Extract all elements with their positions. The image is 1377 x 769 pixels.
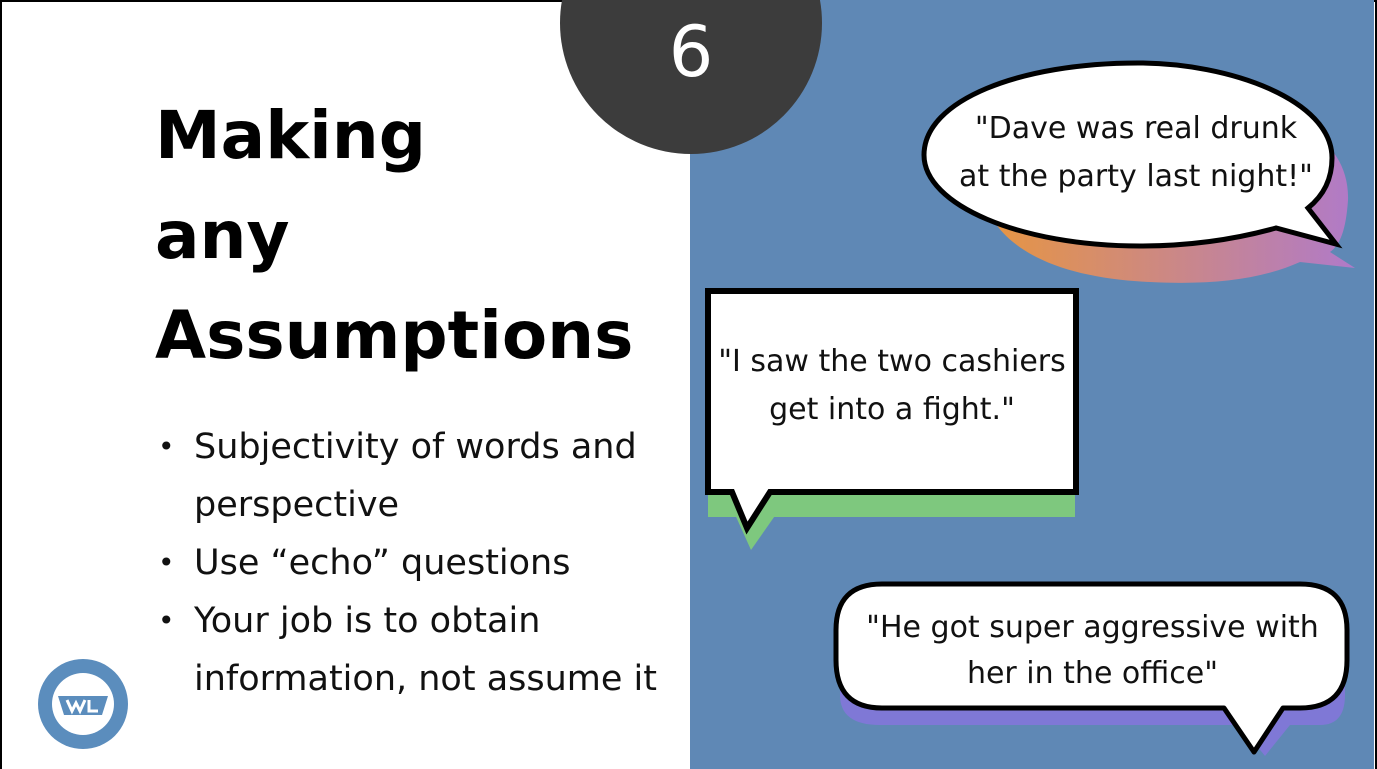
title-line-2: any: [155, 197, 290, 274]
bullet-item: • Use “echo” questions: [158, 534, 678, 592]
bubble-1-text: "Dave was real drunk at the party last night!": [959, 111, 1313, 194]
bubble-2-text: "I saw the two cashiers get into a fight.": [718, 344, 1066, 427]
bullet-item: • Your job is to obtain information, not assume it: [158, 592, 678, 708]
title-line-1: Making: [155, 97, 426, 174]
slide-number: 6: [668, 11, 714, 93]
bubble-3-text: "He got super aggressive with her in the office": [866, 610, 1319, 691]
bullet-item: • Subjectivity of words and perspective: [158, 418, 678, 534]
title-line-3: Assumptions: [155, 297, 634, 374]
